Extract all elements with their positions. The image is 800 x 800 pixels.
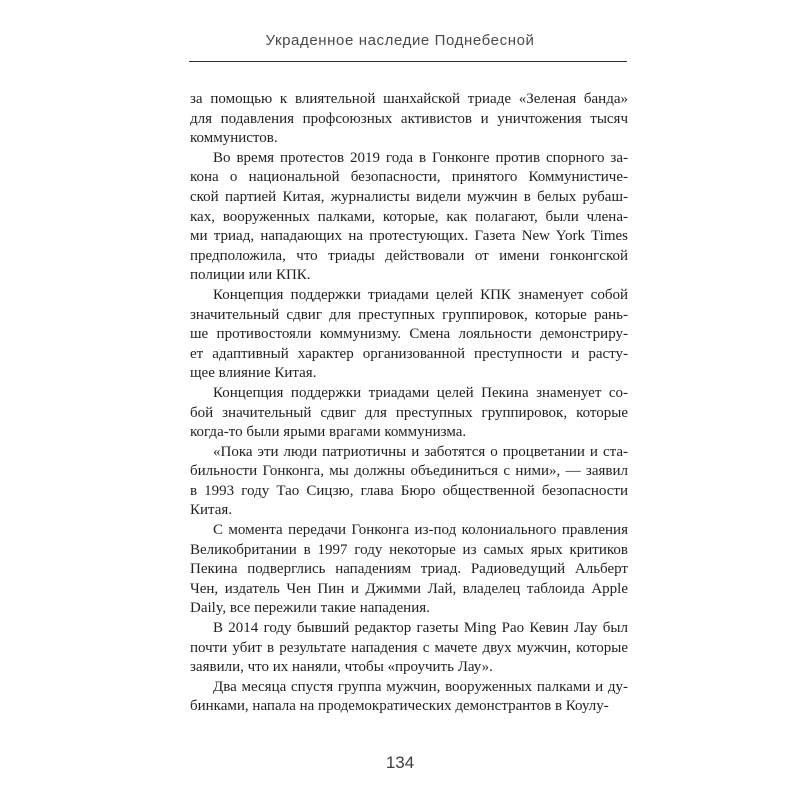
paragraph xyxy=(190,286,628,384)
text-line: кона о национальной безопасности, принятого Коммунистиче- xyxy=(190,169,628,186)
text-line: ской партией Китая, журналисты видели мужчин в белых рубаш- xyxy=(190,188,628,205)
text-line: С момента передачи Гонконга из-под колониального правления xyxy=(213,522,628,539)
text-line: для подавления профсоюзных активистов и уничтожения тысяч xyxy=(190,110,628,127)
paragraph xyxy=(190,678,628,717)
header-rule xyxy=(189,61,627,62)
text-line: щее влияние Китая. xyxy=(190,365,317,382)
paragraph xyxy=(190,90,628,149)
text-line: когда-то были ярыми врагами коммунизма. xyxy=(190,424,467,441)
text-block xyxy=(190,90,628,717)
text-line: Концепция поддержки триадами целей КПК знаменует собой xyxy=(213,286,628,303)
text-line: В 2014 году бывший редактор газеты Ming Pao Кевин Лау был xyxy=(213,620,628,637)
page-number: 134 xyxy=(385,753,415,772)
text-line: бой значительный сдвиг для преступных группировок, которые xyxy=(190,404,628,421)
text-line: почти убит в результате нападения с мачете двух мужчин, которые xyxy=(190,639,628,656)
paragraph xyxy=(190,149,628,286)
text-line: ми триад, нападающих на протестующих. Газета New York Times xyxy=(190,228,628,245)
text-line: Два месяца спустя группа мужчин, вооруженных палками и ду- xyxy=(213,678,628,695)
paragraph xyxy=(190,521,628,619)
running-head: Украденное наследие Поднебесной xyxy=(265,32,535,49)
text-line: ет адаптивный характер организованной преступности и расту- xyxy=(190,345,628,362)
text-line: предположила, что триады действовали от имени гонконгской xyxy=(190,247,628,264)
text-line: Пекина подверглись нападениям триад. Радиоведущий Альберт xyxy=(190,561,628,578)
text-line: полиции или КПК. xyxy=(190,267,311,284)
paragraph xyxy=(190,619,628,678)
text-line: ках, вооруженных палками, которые, как полагают, были члена- xyxy=(190,208,628,225)
paragraph xyxy=(190,443,628,521)
text-line: заявили, что их наняли, чтобы «проучить Лау». xyxy=(190,659,493,676)
text-line: бильности Гонконга, мы должны объединиться с ними», — заявил xyxy=(190,463,628,480)
text-line: Daily, все пережили такие нападения. xyxy=(190,600,430,617)
text-line: Чен, издатель Чен Пин и Джимми Лай, владелец таблоида Apple xyxy=(190,580,628,597)
text-line: бинками, напала на продемократических демонстрантов в Коулу- xyxy=(190,698,609,715)
text-line: коммунистов. xyxy=(190,130,278,147)
paragraph xyxy=(190,384,628,443)
text-line: ше противостояли коммунизму. Смена лояльности демонстриру- xyxy=(190,326,628,343)
text-line: Великобритании в 1997 году некоторые из самых ярых критиков xyxy=(190,541,628,558)
text-line: Концепция поддержки триадами целей Пекина знаменует со- xyxy=(213,384,628,401)
text-line: «Пока эти люди патриотичны и заботятся о процветании и ста- xyxy=(213,443,628,460)
text-line: Китая. xyxy=(190,502,233,519)
text-line: Во время протестов 2019 года в Гонконге против спорного за- xyxy=(213,149,628,166)
text-line: за помощью к влиятельной шанхайской триаде «Зеленая банда» xyxy=(190,91,628,107)
text-line: в 1993 году Тао Сицзю, глава Бюро общественной безопасности xyxy=(190,482,628,499)
text-line: значительный сдвиг для преступных группировок, которые рань- xyxy=(190,306,628,323)
